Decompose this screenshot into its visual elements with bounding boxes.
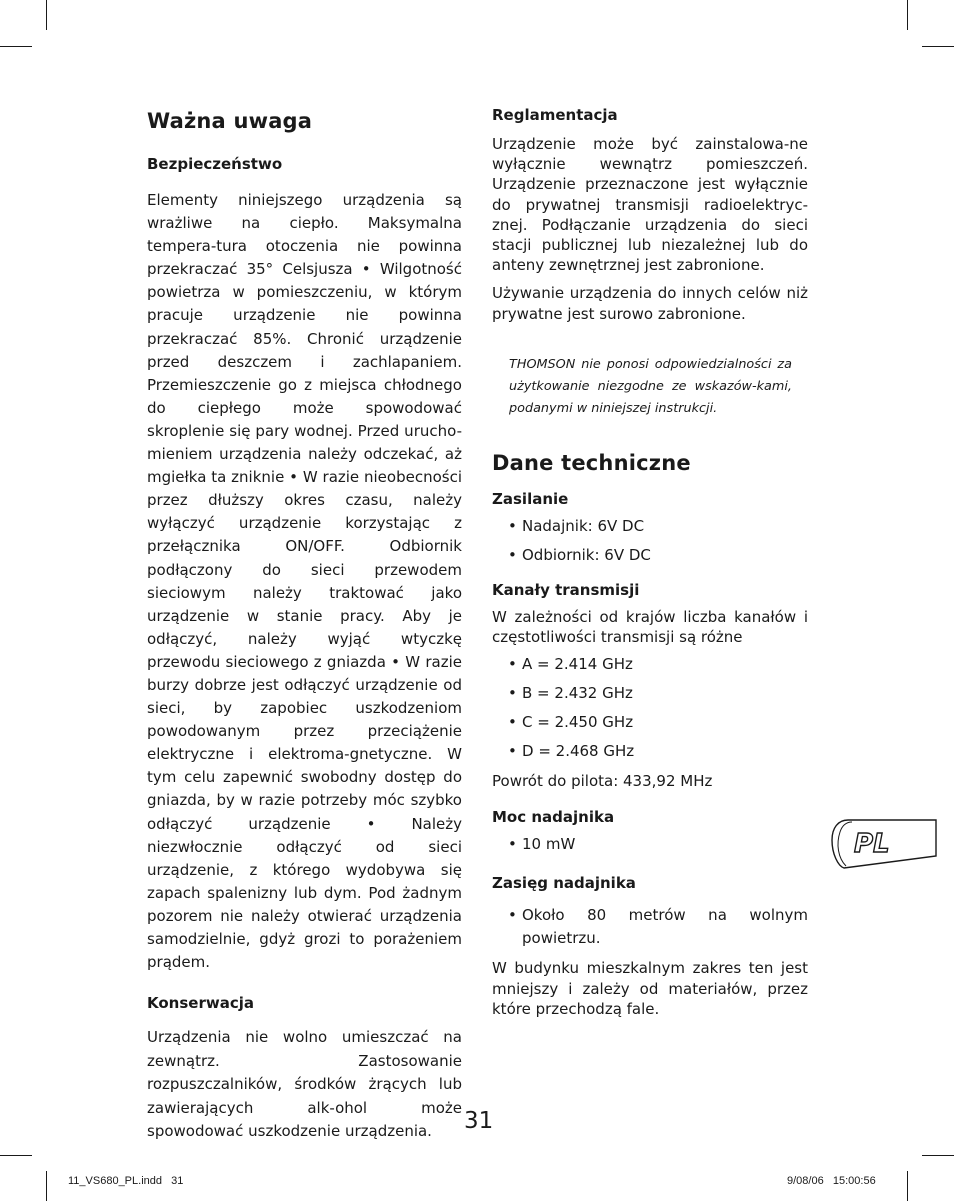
right-column	[492, 104, 808, 1019]
list-item: • B = 2.432 GHz	[492, 683, 808, 703]
list-item: • 10 mW	[492, 834, 808, 854]
power-list	[492, 516, 808, 565]
range-list	[492, 904, 808, 950]
left-column	[147, 104, 462, 1144]
heading-maintenance: Konserwacja	[147, 994, 254, 1013]
crop-mark	[922, 46, 954, 47]
section-title-important-notice: Ważna uwaga	[147, 109, 313, 133]
channels-text: W zależności od krajów liczba kanałów i częstotliwości transmisji są różne	[492, 607, 808, 647]
page-number: 31	[464, 1108, 494, 1134]
remote-frequency: Powrót do pilota: 433,92 MHz	[492, 772, 713, 791]
heading-power: Zasilanie	[492, 489, 569, 508]
list-item: • Odbiornik: 6V DC	[492, 545, 808, 565]
transmitter-power-list	[492, 834, 808, 854]
crop-mark	[46, 1171, 47, 1201]
range-text: W budynku mieszkalnym zakres ten jest mniejszy i zależy od materiałów, przez które przechodzą fale.	[492, 959, 808, 1018]
heading-transmitter-power: Moc nadajnika	[492, 808, 615, 827]
section-title-tech-data: Dane techniczne	[492, 450, 691, 475]
list-item: • Nadajnik: 6V DC	[492, 516, 808, 536]
language-badge	[830, 810, 940, 872]
crop-mark	[907, 0, 908, 30]
manufacturer-note: THOMSON nie ponosi odpowiedzialności za użytkowanie niezgodne ze wskazów-kami, podanymi w niniejszej instrukcji.	[509, 356, 792, 416]
heading-range: Zasięg nadajnika	[492, 874, 636, 893]
channels-list	[492, 654, 808, 761]
list-item: • A = 2.414 GHz	[492, 654, 808, 674]
crop-mark	[907, 1171, 908, 1201]
list-item: • C = 2.450 GHz	[492, 712, 808, 732]
safety-text: Elementy niniejszego urządzenia są wrażliwe na ciepło. Maksymalna tempera-tura otoczenia nie powinna przekraczać 35° Celsjusza • Wilgotność powietrza w pomieszczeniu, w którym pracuje urządzenie nie powinna przekraczać 85%. Chronić urządzenie przed deszczem i zachlapaniem. Przemieszczenie go z miejsca chłodnego do ciepłego może spowodować skroplenie się pary wodnej. Przed urucho-mieniem urządzenia należy odczekać, aż mgiełka ta zniknie • W razie nieobecności przez dłuższy okres czasu, należy wyłączyć urządzenie korzystając z przełącznika ON/OFF. Odbiornik podłączony do sieci przewodem sieciowym należy traktować jako urządzenie w stanie pracy. Aby je odłączyć, należy wyjąć wtyczkę przewodu sieciowego z gniazda • W razie burzy dobrze jest odłączyć urządzenie od sieci, by zapobiec uszkodzeniom powodowanym przez przeciążenie elektryczne i elektroma-gnetyczne. W tym celu zapewnić swobodny dostęp do gniazda, by w razie potrzeby móc szybko odłączyć urządzenie • Należy niezwłocznie odłączyć od sieci urządzenie, z którego wydobywa się zapach spalenizny lub dym. Pod żadnym pozorem nie należy otwierać urządzenia samodzielnie, gdyż grozi to porażeniem prądem.	[147, 191, 462, 972]
list-item: • D = 2.468 GHz	[492, 741, 808, 761]
slug-filename: 11_VS680_PL.indd 31	[68, 1175, 184, 1187]
heading-regulation: Reglamentacja	[492, 106, 618, 124]
crop-mark	[0, 1155, 32, 1156]
heading-safety: Bezpieczeństwo	[147, 155, 283, 173]
crop-mark	[0, 46, 32, 47]
language-badge-label: PL	[854, 829, 890, 859]
list-item: • Około 80 metrów na wolnym powietrzu.	[492, 904, 808, 950]
maintenance-text: Urządzenia nie wolno umieszczać na zewnątrz. Zastosowanie rozpuszczalników, środków żrących lub zawierających alk-ohol może spowodować uszkodzenie urządzenia.	[147, 1028, 462, 1141]
heading-channels: Kanały transmisji	[492, 580, 640, 599]
regulation-text-2: Używanie urządzenia do innych celów niż prywatne jest surowo zabronione.	[492, 284, 808, 323]
crop-mark	[46, 0, 47, 30]
slug-timestamp: 9/08/06 15:00:56	[787, 1175, 876, 1187]
regulation-text-1: Urządzenie może być zainstalowa-ne wyłącznie wewnątrz pomieszczeń. Urządzenie przeznaczone jest wyłącznie do prywatnej transmisji radioelektryc-znej. Podłączanie urządzenia do sieci stacji publicznej lub niezależnej lub do anteny zewnętrznej jest zabronione.	[492, 135, 808, 275]
language-badge-shape	[830, 810, 940, 872]
crop-mark	[922, 1155, 954, 1156]
